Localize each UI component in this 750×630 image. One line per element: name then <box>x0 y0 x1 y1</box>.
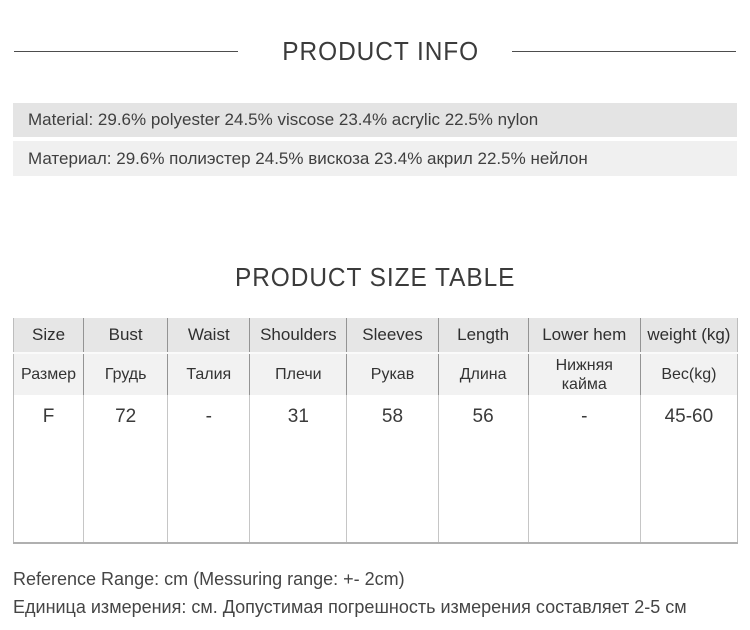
cell-bust: 72 <box>84 395 168 543</box>
col-header-shoulders: Shoulders <box>250 318 347 353</box>
material-text-ru: Материал: 29.6% полиэстер 24.5% вискоза 23.4% акрил 22.5% нейлон <box>13 141 737 176</box>
product-info-title: PRODUCT INFO <box>282 36 480 66</box>
cell-length: 56 <box>438 395 528 543</box>
col-header-bust-ru: Грудь <box>84 353 168 395</box>
col-header-bust: Bust <box>84 318 168 353</box>
col-header-weight-ru: Вес(kg) <box>640 353 737 395</box>
size-table-title: PRODUCT SIZE TABLE <box>234 262 516 292</box>
col-header-sleeves: Sleeves <box>347 318 438 353</box>
col-header-waist: Waist <box>168 318 250 353</box>
reference-note-en: Reference Range: cm (Messuring range: +- 2cm) <box>13 569 405 589</box>
product-info-header <box>14 38 736 64</box>
cell-waist: - <box>168 395 250 543</box>
cell-shoulders: 31 <box>250 395 347 543</box>
cell-lower-hem: - <box>528 395 640 543</box>
col-header-waist-ru: Талия <box>168 353 250 395</box>
col-header-length-ru: Длина <box>438 353 528 395</box>
reference-notes <box>13 565 737 621</box>
table-header-row-en <box>14 318 738 353</box>
cell-weight: 45-60 <box>640 395 737 543</box>
size-table-section <box>13 318 737 544</box>
size-table <box>13 318 738 544</box>
col-header-size: Size <box>14 318 84 353</box>
col-header-size-ru: Размер <box>14 353 84 395</box>
reference-note-ru: Единица измерения: см. Допустимая погрешность измерения составляет 2-5 см <box>13 597 687 617</box>
title-divider-right <box>512 51 736 52</box>
col-header-length: Length <box>438 318 528 353</box>
col-header-lower-hem-ru: Нижняя кайма <box>528 353 640 395</box>
table-header-row-ru <box>14 353 738 395</box>
col-header-weight: weight (kg) <box>640 318 737 353</box>
size-table-header <box>14 264 736 290</box>
material-text-en: Material: 29.6% polyester 24.5% viscose 23.4% acrylic 22.5% nylon <box>13 103 737 137</box>
col-header-shoulders-ru: Плечи <box>250 353 347 395</box>
title-divider-left <box>14 51 238 52</box>
col-header-sleeves-ru: Рукав <box>347 353 438 395</box>
col-header-lower-hem: Lower hem <box>528 318 640 353</box>
table-row-size-f <box>14 395 738 543</box>
cell-sleeves: 58 <box>347 395 438 543</box>
material-section <box>13 103 737 176</box>
cell-size: F <box>14 395 84 543</box>
